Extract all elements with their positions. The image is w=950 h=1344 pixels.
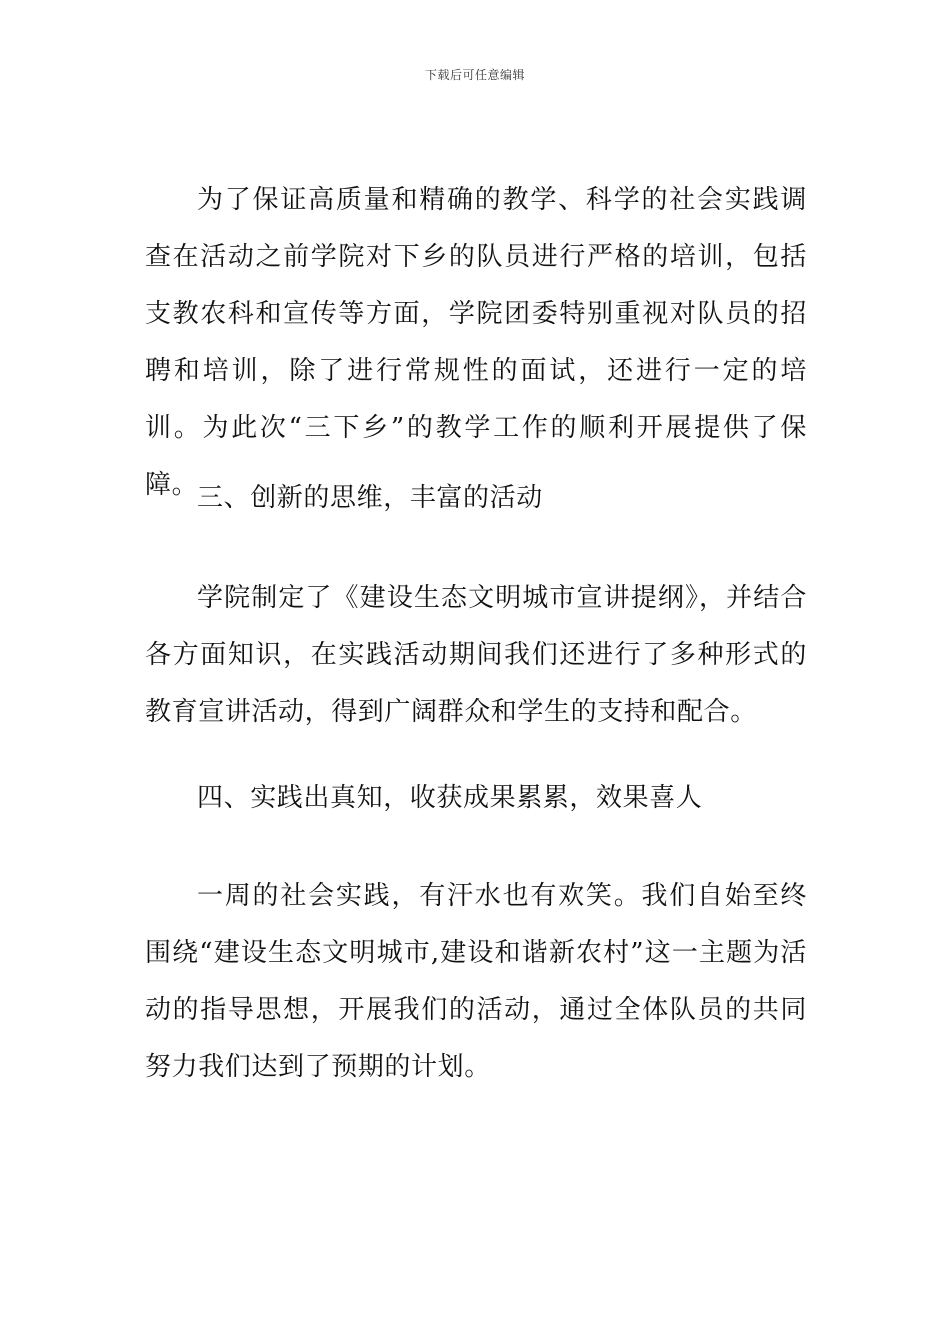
section-heading-4: 四、实践出真知，收获成果累累，效果喜人 xyxy=(197,783,703,813)
paragraph-training: 为了保证高质量和精确的教学、科学的社会实践调查在活动之前学院对下乡的队员进行严格的培训，包括支教农科和宣传等方面，学院团委特别重视对队员的招聘和培训，除了进行常规性的面试，还进行一定的培训。为此次“三下乡”的教学工作的顺利开展提供了保障。 xyxy=(145,185,807,500)
page-header-note: 下载后可任意编辑 xyxy=(424,68,525,82)
section-heading-3: 三、创新的思维，丰富的活动 xyxy=(197,483,543,513)
paragraph-summary: 一周的社会实践，有汗水也有欢笑。我们自始至终围绕“建设生态文明城市,建设和谐新农村”这一主题为活动的指导思想，开展我们的活动，通过全体队员的共同努力我们达到了预期的计划。 xyxy=(145,881,807,1082)
paragraph-publicity: 学院制定了《建设生态文明城市宣讲提纲》，并结合各方面知识，在实践活动期间我们还进行了多种形式的教育宣讲活动，得到广阔群众和学生的支持和配合。 xyxy=(145,583,807,727)
